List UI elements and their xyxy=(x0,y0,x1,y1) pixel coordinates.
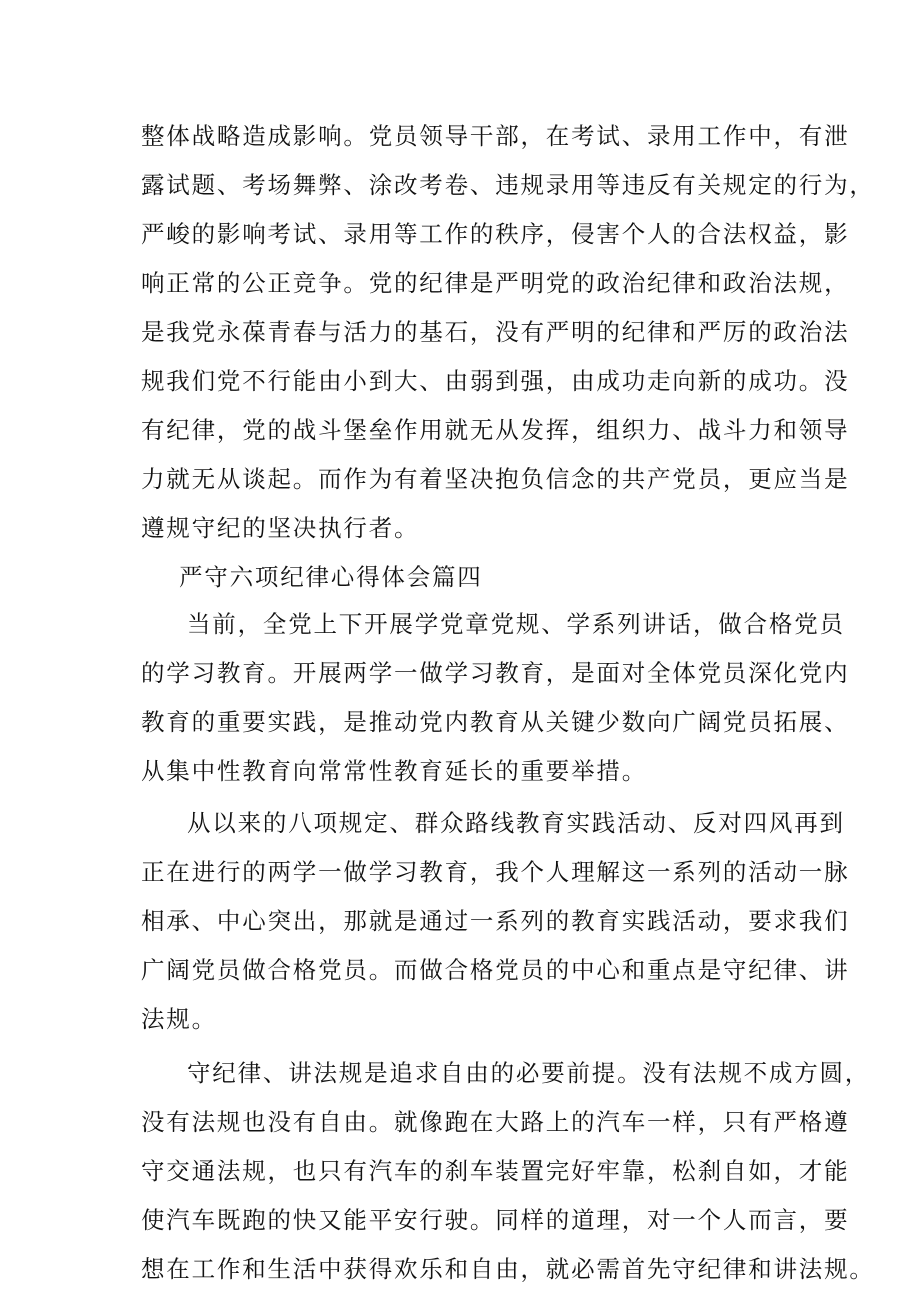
text-line: 使汽车既跑的快又能平安行驶。同样的道理，对一个人而言，要 xyxy=(141,1206,850,1234)
text-line: 有纪律，党的战斗堡垒作用就无从发挥，组织力、战斗力和领导 xyxy=(141,416,850,444)
text-line: 规我们党不行能由小到大、由弱到强，由成功走向新的成功。没 xyxy=(141,367,850,395)
text-line: 没有法规也没有自由。就像跑在大路上的汽车一样，只有严格遵 xyxy=(141,1108,850,1136)
text-line: 守交通法规，也只有汽车的刹车装置完好牢靠，松刹自如，才能 xyxy=(141,1157,850,1185)
text-line: 的学习教育。开展两学一做学习教育，是面对全体党员深化党内 xyxy=(141,659,850,687)
text-line: 法规。 xyxy=(141,1005,217,1033)
text-line: 当前，全党上下开展学党章党规、学系列讲话，做合格党员 xyxy=(187,610,845,638)
text-line: 遵规守纪的坚决执行者。 xyxy=(141,514,420,542)
text-line: 严峻的影响考试、录用等工作的秩序，侵害个人的合法权益，影 xyxy=(141,220,850,248)
document-body xyxy=(141,112,875,1294)
text-line: 力就无从谈起。而作为有着坚决抱负信念的共产党员，更应当是 xyxy=(141,465,850,493)
text-line: 露试题、考场舞弊、涂改考卷、违规录用等违反有关规定的行为， xyxy=(141,171,875,199)
text-line: 想在工作和生活中获得欢乐和自由，就必需首先守纪律和讲法规。 xyxy=(141,1255,875,1283)
text-line: 相承、中心突出，那就是通过一系列的教育实践活动，要求我们 xyxy=(141,907,850,935)
text-line: 教育的重要实践，是推动党内教育从关键少数向广阔党员拓展、 xyxy=(141,708,850,736)
section-heading: 严守六项纪律心得体会篇四 xyxy=(179,563,483,591)
text-line: 广阔党员做合格党员。而做合格党员的中心和重点是守纪律、讲 xyxy=(141,956,850,984)
text-line: 从集中性教育向常常性教育延长的重要举措。 xyxy=(141,757,647,785)
text-line: 守纪律、讲法规是追求自由的必要前提。没有法规不成方圆， xyxy=(187,1059,871,1087)
paragraph-1 xyxy=(141,112,875,553)
text-line: 响正常的公正竞争。党的纪律是严明党的政治纪律和政治法规， xyxy=(141,269,850,297)
text-line: 是我党永葆青春与活力的基石，没有严明的纪律和严厉的政治法 xyxy=(141,318,850,346)
paragraph-3 xyxy=(141,799,850,1044)
text-line: 正在进行的两学一做学习教育，我个人理解这一系列的活动一脉 xyxy=(141,858,850,886)
text-line: 从以来的八项规定、群众路线教育实践活动、反对四风再到 xyxy=(187,809,845,837)
paragraph-4 xyxy=(141,1049,875,1294)
paragraph-2 xyxy=(141,600,850,796)
text-line: 整体战略造成影响。党员领导干部，在考试、录用工作中，有泄 xyxy=(141,122,850,150)
